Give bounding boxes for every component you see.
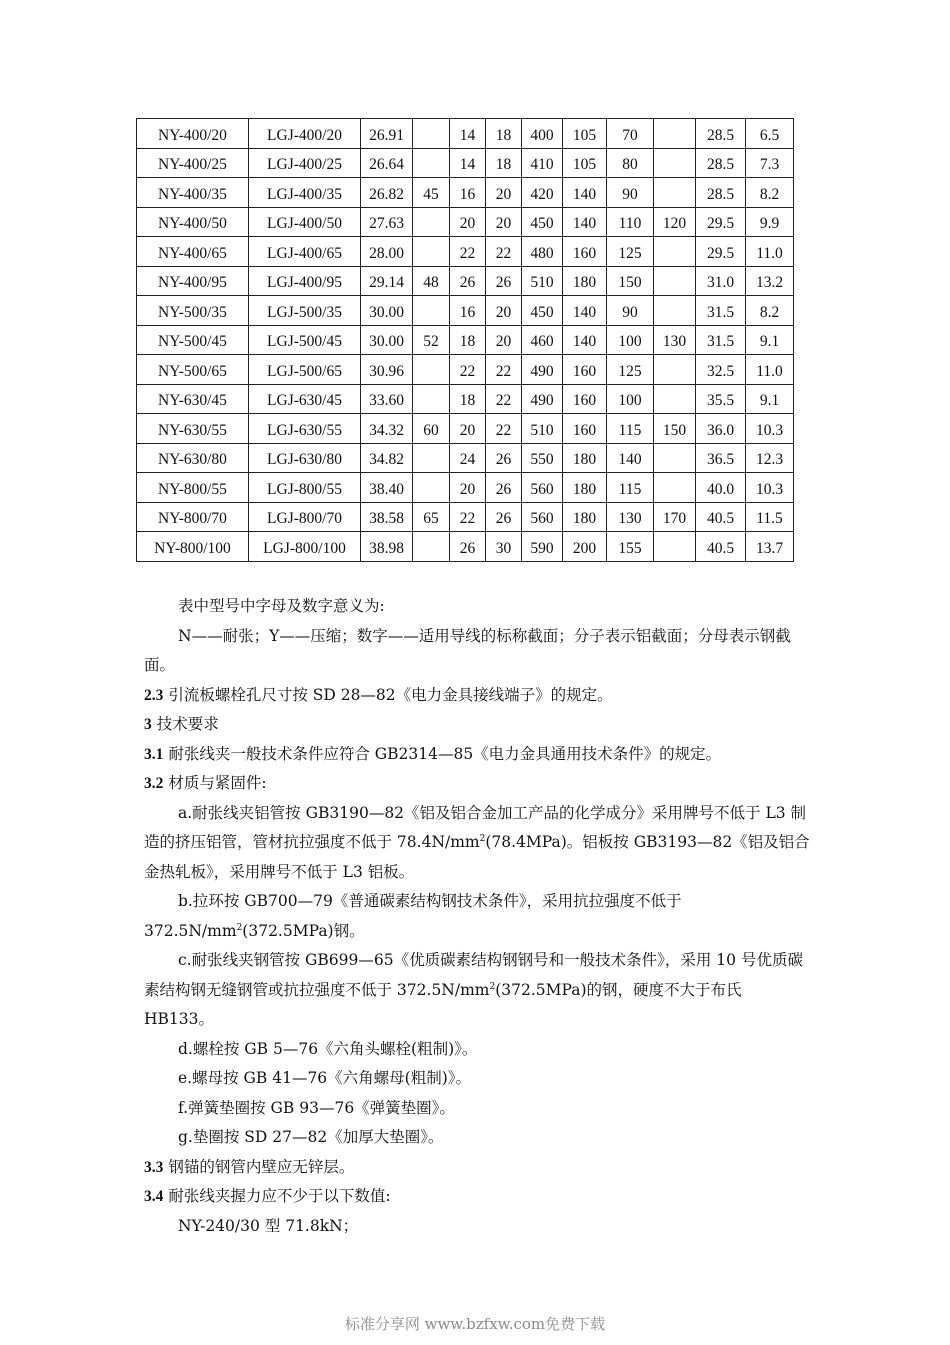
item-e: e.螺母按 GB 41—76《六角螺母(粗制)》。 [178, 1069, 472, 1087]
table-row [137, 178, 794, 208]
table-cell: 10.3 [746, 473, 794, 503]
table-cell: 40.0 [696, 473, 746, 503]
table-cell: 115 [607, 414, 654, 444]
table-cell: LGJ-630/55 [249, 414, 361, 444]
table-cell: 13.7 [746, 532, 794, 562]
table-cell: 480 [522, 237, 563, 267]
table-cell: NY-400/20 [137, 119, 249, 149]
table-cell: 155 [607, 532, 654, 562]
table-cell: 20 [450, 207, 486, 237]
table-row [137, 355, 794, 385]
table-cell: 170 [654, 502, 696, 532]
table-cell: 16 [450, 178, 486, 208]
table-cell [654, 443, 696, 473]
table-cell: 11.0 [746, 355, 794, 385]
table-cell: 460 [522, 325, 563, 355]
section-text: 耐张线夹握力应不少于以下数值: [168, 1187, 391, 1205]
table-cell: 400 [522, 119, 563, 149]
section-text: 材质与紧固件: [168, 774, 267, 792]
table-cell: 410 [522, 148, 563, 178]
table-cell: 180 [563, 473, 607, 503]
table-cell: 31.5 [696, 296, 746, 326]
table-cell [654, 296, 696, 326]
table-cell: NY-500/35 [137, 296, 249, 326]
table-cell: 8.2 [746, 178, 794, 208]
superscript: 2 [489, 981, 496, 992]
table-cell: 90 [607, 178, 654, 208]
table-cell: 22 [486, 414, 522, 444]
section-number: 3.3 [144, 1158, 164, 1176]
table-cell: 10.3 [746, 414, 794, 444]
table-cell: 26 [486, 266, 522, 296]
table-cell [654, 237, 696, 267]
table-cell: 30.00 [361, 296, 413, 326]
superscript: 2 [479, 834, 486, 844]
table-cell: 20 [486, 207, 522, 237]
table-cell: 65 [413, 502, 450, 532]
table-cell: NY-630/80 [137, 443, 249, 473]
section-number: 3 [144, 716, 152, 733]
table-cell [413, 384, 450, 414]
grip-value: NY-240/30 型 71.8kN； [178, 1216, 359, 1235]
table-cell: 160 [563, 237, 607, 267]
table-cell: 140 [563, 296, 607, 326]
table-cell [413, 473, 450, 503]
table-cell: 115 [607, 473, 654, 503]
table-cell [413, 237, 450, 267]
table-cell: 125 [607, 237, 654, 267]
table-row [137, 443, 794, 473]
table-cell: 22 [486, 237, 522, 267]
table-cell: 125 [607, 355, 654, 385]
item-a-text-cont: (78.4MPa)。铝板按 GB3193—82《铝及铝合金热轧板》，采用牌号不低于 L3 铝板。 [144, 833, 810, 881]
table-cell: LGJ-630/45 [249, 384, 361, 414]
table-cell: 26.64 [361, 148, 413, 178]
section-3-2 [144, 769, 812, 799]
table-cell: 28.00 [361, 237, 413, 267]
table-cell: 140 [563, 325, 607, 355]
table-cell: 18 [486, 119, 522, 149]
table-cell: 26.91 [361, 119, 413, 149]
table-cell [654, 355, 696, 385]
table-row [137, 148, 794, 178]
table-cell: 24 [450, 443, 486, 473]
table-cell: LGJ-400/65 [249, 237, 361, 267]
table-cell: 28.5 [696, 178, 746, 208]
table-cell: 22 [450, 355, 486, 385]
table-cell: 80 [607, 148, 654, 178]
table-cell: 38.40 [361, 473, 413, 503]
table-cell: 38.58 [361, 502, 413, 532]
table-cell: 510 [522, 414, 563, 444]
table-cell: 20 [450, 473, 486, 503]
table-cell [413, 532, 450, 562]
table-cell: 70 [607, 119, 654, 149]
spec-table [136, 118, 794, 562]
table-cell: NY-630/45 [137, 384, 249, 414]
table-cell: 9.9 [746, 207, 794, 237]
table-cell: 48 [413, 266, 450, 296]
table-cell: NY-800/100 [137, 532, 249, 562]
table-row [137, 414, 794, 444]
item-c [144, 946, 812, 1035]
table-cell: 130 [607, 502, 654, 532]
table-cell: 26 [486, 473, 522, 503]
item-a-text: a.耐张线夹铝管按 GB3190—82《铝及铝合金加工产品的化学成分》采用牌号不低于 L3 制造的挤压铝管，管材抗拉强度不低于 78.4N/mm [144, 803, 807, 851]
table-cell: 30 [486, 532, 522, 562]
table-cell: 490 [522, 355, 563, 385]
table-cell: 40.5 [696, 532, 746, 562]
table-cell [654, 148, 696, 178]
table-cell: 29.14 [361, 266, 413, 296]
section-text: 钢锚的钢管内壁应无锌层。 [168, 1157, 355, 1176]
table-cell: 160 [563, 384, 607, 414]
table-cell: LGJ-400/50 [249, 207, 361, 237]
table-cell [654, 384, 696, 414]
table-cell: 38.98 [361, 532, 413, 562]
table-cell: 160 [563, 414, 607, 444]
table-cell: NY-800/70 [137, 502, 249, 532]
table-cell: 20 [486, 325, 522, 355]
table-cell [654, 178, 696, 208]
table-row [137, 325, 794, 355]
table-cell: 29.5 [696, 237, 746, 267]
table-cell: 13.2 [746, 266, 794, 296]
table-cell: 9.1 [746, 325, 794, 355]
table-cell: 28.5 [696, 119, 746, 149]
table-cell: LGJ-800/100 [249, 532, 361, 562]
table-cell: NY-800/55 [137, 473, 249, 503]
item-b [144, 887, 812, 946]
table-cell: 11.0 [746, 237, 794, 267]
table-cell: 560 [522, 473, 563, 503]
table-cell: 22 [450, 502, 486, 532]
table-cell [654, 473, 696, 503]
table-cell: LGJ-400/35 [249, 178, 361, 208]
table-cell: 200 [563, 532, 607, 562]
table-cell: 105 [563, 148, 607, 178]
table-cell: 90 [607, 296, 654, 326]
table-cell: 510 [522, 266, 563, 296]
table-row [137, 237, 794, 267]
table-cell: 105 [563, 119, 607, 149]
table-cell [654, 119, 696, 149]
table-cell: 7.3 [746, 148, 794, 178]
table-cell: 31.0 [696, 266, 746, 296]
table-cell: 26 [450, 266, 486, 296]
table-cell: 30.96 [361, 355, 413, 385]
table-cell: LGJ-400/20 [249, 119, 361, 149]
table-cell: 420 [522, 178, 563, 208]
table-cell: 26 [450, 532, 486, 562]
table-cell: 450 [522, 207, 563, 237]
section-number: 3.1 [144, 745, 164, 763]
table-row [137, 384, 794, 414]
table-cell: 20 [486, 178, 522, 208]
table-cell: 18 [450, 384, 486, 414]
table-cell: LGJ-500/35 [249, 296, 361, 326]
table-cell: 140 [563, 207, 607, 237]
table-cell: 9.1 [746, 384, 794, 414]
table-cell: 8.2 [746, 296, 794, 326]
table-cell [413, 119, 450, 149]
table-cell: 550 [522, 443, 563, 473]
table-cell: NY-400/35 [137, 178, 249, 208]
section-number: 2.3 [144, 686, 164, 704]
table-cell: 560 [522, 502, 563, 532]
table-cell: NY-400/95 [137, 266, 249, 296]
note-intro: 表中型号中字母及数字意义为: [178, 597, 385, 615]
table-cell: LGJ-800/70 [249, 502, 361, 532]
table-cell: LGJ-800/55 [249, 473, 361, 503]
table-row [137, 266, 794, 296]
table-cell: 36.5 [696, 443, 746, 473]
table-cell: LGJ-400/25 [249, 148, 361, 178]
table-cell: 160 [563, 355, 607, 385]
item-b-text: b.拉环按 GB700—79《普通碳素结构钢技术条件》，采用抗拉强度不低于 372.5N/mm [144, 892, 682, 940]
table-cell: 590 [522, 532, 563, 562]
table-cell: 26 [486, 502, 522, 532]
table-cell: NY-500/45 [137, 325, 249, 355]
table-cell: 20 [450, 414, 486, 444]
item-b-text-cont: (372.5MPa)钢。 [242, 921, 365, 940]
table-cell: 14 [450, 119, 486, 149]
table-row [137, 532, 794, 562]
footer-watermark: 标准分享网 www.bzfxw.com免费下载 [344, 1315, 606, 1333]
section-3-4 [144, 1182, 812, 1212]
table-cell: 29.5 [696, 207, 746, 237]
superscript: 2 [236, 922, 243, 933]
table-cell: 100 [607, 325, 654, 355]
section-3-3 [144, 1153, 812, 1183]
table-cell: 31.5 [696, 325, 746, 355]
table-cell: NY-500/65 [137, 355, 249, 385]
table-cell: 180 [563, 443, 607, 473]
table-cell: 32.5 [696, 355, 746, 385]
table-cell: 140 [607, 443, 654, 473]
table-cell: 60 [413, 414, 450, 444]
table-cell: 180 [563, 266, 607, 296]
section-3 [144, 710, 812, 740]
table-cell: 12.3 [746, 443, 794, 473]
body-text [144, 592, 812, 1241]
table-cell: 28.5 [696, 148, 746, 178]
item-c-text: c.耐张线夹钢管按 GB699—65《优质碳素结构钢钢号和一般技术条件》，采用 10 号优质碳素结构钢无缝钢管或抗拉强度不低于 372.5N/mm [144, 951, 803, 999]
table-cell: 16 [450, 296, 486, 326]
table-cell: 130 [654, 325, 696, 355]
table-cell: NY-630/55 [137, 414, 249, 444]
table-cell: 6.5 [746, 119, 794, 149]
table-cell: 36.0 [696, 414, 746, 444]
item-g: g.垫圈按 SD 27—82《加厚大垫圈》。 [178, 1128, 444, 1146]
item-a [144, 799, 812, 888]
table-cell: 100 [607, 384, 654, 414]
table-cell: 150 [607, 266, 654, 296]
table-cell: 450 [522, 296, 563, 326]
section-3-1 [144, 740, 812, 770]
table-cell: 110 [607, 207, 654, 237]
table-cell [413, 296, 450, 326]
item-c-text-cont: (372.5MPa)的钢，硬度不大于布氏 HB133。 [144, 980, 742, 1028]
table-cell: 18 [486, 148, 522, 178]
table-cell: 26.82 [361, 178, 413, 208]
table-cell: 52 [413, 325, 450, 355]
table-cell: 150 [654, 414, 696, 444]
section-number: 3.4 [144, 1188, 164, 1205]
section-number: 3.2 [144, 775, 164, 792]
table-cell: 180 [563, 502, 607, 532]
table-row [137, 119, 794, 149]
table-cell: LGJ-500/45 [249, 325, 361, 355]
section-text: 耐张线夹一般技术条件应符合 GB2314—85《电力金具通用技术条件》的规定。 [168, 744, 722, 763]
table-cell: 11.5 [746, 502, 794, 532]
table-cell: 120 [654, 207, 696, 237]
table-row [137, 296, 794, 326]
table-cell: NY-400/65 [137, 237, 249, 267]
table-cell: 26 [486, 443, 522, 473]
table-cell: LGJ-500/65 [249, 355, 361, 385]
table-cell: 34.82 [361, 443, 413, 473]
table-cell: 490 [522, 384, 563, 414]
section-text: 引流板螺栓孔尺寸按 SD 28—82《电力金具接线端子》的规定。 [168, 685, 613, 704]
table-cell [413, 443, 450, 473]
table-row [137, 207, 794, 237]
table-cell: LGJ-630/80 [249, 443, 361, 473]
section-2-3 [144, 681, 812, 711]
table-cell: 30.00 [361, 325, 413, 355]
table-cell: NY-400/25 [137, 148, 249, 178]
table-cell: 40.5 [696, 502, 746, 532]
table-row [137, 473, 794, 503]
table-cell: 45 [413, 178, 450, 208]
table-cell: 14 [450, 148, 486, 178]
table-cell [413, 355, 450, 385]
note-body: N——耐张；Y——压缩；数字——适用导线的标称截面；分子表示铝截面；分母表示钢截面。 [144, 626, 791, 674]
table-cell: 33.60 [361, 384, 413, 414]
table-cell: 27.63 [361, 207, 413, 237]
item-f: f.弹簧垫圈按 GB 93—76《弹簧垫圈》。 [178, 1098, 455, 1117]
table-cell: 22 [486, 384, 522, 414]
table-row [137, 502, 794, 532]
table-cell: 140 [563, 178, 607, 208]
table-cell [413, 148, 450, 178]
spec-table-body [137, 119, 794, 562]
table-cell [413, 207, 450, 237]
item-d: d.螺栓按 GB 5—76《六角头螺栓(粗制)》。 [178, 1039, 478, 1058]
table-cell [654, 532, 696, 562]
table-cell [654, 266, 696, 296]
table-cell: 34.32 [361, 414, 413, 444]
table-cell: LGJ-400/95 [249, 266, 361, 296]
table-cell: NY-400/50 [137, 207, 249, 237]
table-cell: 22 [486, 355, 522, 385]
table-cell: 20 [486, 296, 522, 326]
table-cell: 35.5 [696, 384, 746, 414]
table-cell: 18 [450, 325, 486, 355]
table-cell: 22 [450, 237, 486, 267]
section-heading: 技术要求 [156, 715, 219, 733]
